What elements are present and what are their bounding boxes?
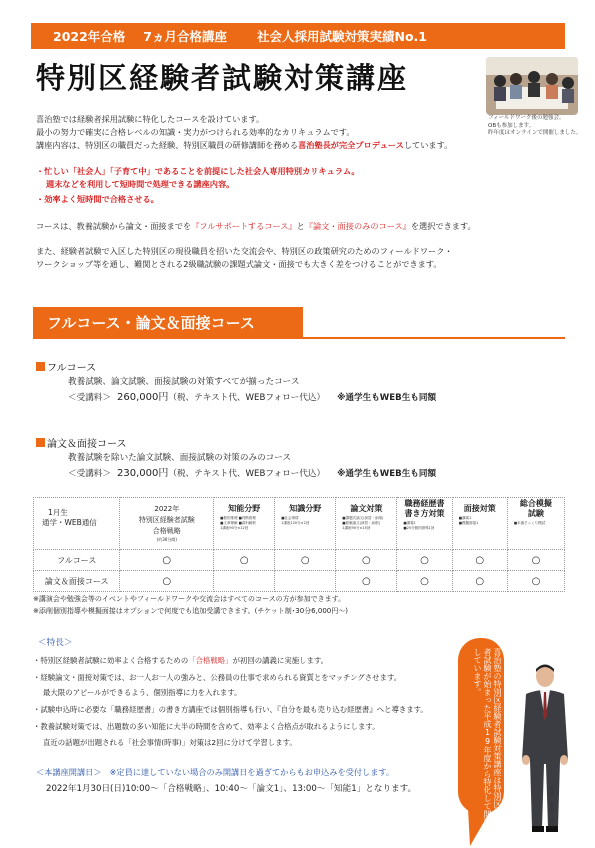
- course-full-heading: フルコース: [36, 359, 96, 374]
- schedule-detail: 2022年1月30日(日)10:00～「合格戦略」、10:40～「論文1」、13:00～「知能1」となります。: [46, 784, 417, 794]
- table-cell: ○: [452, 571, 507, 592]
- table-cell: [214, 571, 275, 592]
- para2-line2: ワークショップ等を通し、難関とされる2級職試験の課題式論文・面接でも大きく差をつけることができます。: [36, 259, 442, 269]
- intro-line-2: 最小の努力で確実に合格レベルの知識・実力がつけられる効率的なカリキュラムです。: [36, 127, 355, 137]
- table-header-mock: 総合模擬 試験 ■本番そっくり模試: [507, 498, 564, 550]
- feature-4: ・教養試験対策では、出題数の多い知能に大半の時間を含めて、効率よく合格点が取れるようにします。: [33, 722, 380, 731]
- feature-1: ・特別区経験者試験に効率よく合格するための「合格戦略」が初回の講義に実施します。: [33, 656, 329, 665]
- orange-square-icon: [36, 438, 45, 447]
- course-essay-price: ＜受講料＞ 230,000円（税、テキスト代、WEBフォロー代込） ※通学生もWEB生も同額: [68, 468, 437, 479]
- page-title: 特別区経験者試験対策講座: [36, 61, 409, 95]
- banner-course: 7ヵ月合格講座: [143, 29, 227, 44]
- course-choice-text: コースは、教養試験から論文・面接までを『フルサポートするコース』と『論文・面接のみのコース』を選択できます。: [36, 221, 476, 231]
- bullet-efficiency: ・効率よく短時間で合格させる。: [36, 194, 159, 204]
- table-cell: ○: [336, 571, 397, 592]
- table-cell: [275, 571, 336, 592]
- table-cell: ○: [397, 550, 452, 571]
- table-note-1: ※講演会や勉強会等のイベントやフィールドワークや交流会はすべてのコースの方が参加できます。: [33, 595, 346, 603]
- table-note-2: ※添削個別指導や模擬面接はオプションで何度でも追加受講できます。(チケット制･30分6,000円〜): [33, 607, 348, 615]
- table-cell: ○: [507, 550, 564, 571]
- course-essay-desc: 教養試験を除いた論文試験、面接試験の対策のみのコース: [68, 453, 292, 463]
- banner-record: 社会人採用試験対策実績No.1: [257, 29, 427, 44]
- top-banner: [31, 23, 565, 49]
- table-header-essay: 論文対策 ■課題式論文(演習・添削) ■経験論文(演習・添削) 1講座90分×15回: [336, 498, 397, 550]
- table-header-resume: 職務経歴書 書き方対策 ■講義1 ■25分個別指導1回: [397, 498, 452, 550]
- section-rule: [33, 337, 565, 339]
- table-cell: ○: [275, 550, 336, 571]
- table-cell: ○: [452, 550, 507, 571]
- table-cell: ○: [397, 571, 452, 592]
- table-row: [34, 550, 565, 571]
- feature-3: ・試験申込時に必要な「職務経歴書」の書き方講座では個別指導も行い、『自分を最も売り込む経歴書』へと導きます。: [33, 705, 428, 714]
- study-session-photo: [486, 57, 578, 115]
- bubble-text: 喜治塾の特別区経験者試験対策講座は特別区経験者試験が始まった平成19年度から特化して開講しています。: [473, 648, 502, 826]
- bullet-curriculum-cont: 週末などを利用して短時間で処理できる講座内容。: [46, 179, 235, 189]
- table-cell: ○: [507, 571, 564, 592]
- course-table: [33, 497, 565, 592]
- instructor-name: 塾長 喜治 賢次: [548, 786, 554, 828]
- orange-square-icon: [36, 362, 45, 371]
- schedule-heading: ＜本講座開講日＞ ※定員に達していない場合のみ開講日を過ぎてからもお申込みを受付します。: [36, 767, 395, 777]
- course-full-desc: 教養試験、論文試験、面接試験の対策すべてが揃ったコース: [68, 377, 300, 387]
- table-cell: ○: [120, 571, 214, 592]
- feature-4-cont: 直近の話題が出題される「社会事情(時事)」対策は2回に分けて学習します。: [43, 738, 297, 747]
- table-corner: 1月生 通学・WEB通信: [34, 498, 120, 550]
- row-label-essay: 論文＆面接コース: [34, 571, 120, 592]
- row-label-full: フルコース: [34, 550, 120, 571]
- intro-line-3: 講座内容は、特別区の職員だった経験、特別区職員の研修講師を務める喜治塾長が完全プロデュースしています。: [36, 140, 453, 150]
- bullet-curriculum: ・忙しい「社会人」「子育て中」であることを前提にした社会人専用特別カリキュラム。: [36, 166, 360, 176]
- table-header-interview: 面接対策 ■講義1 ■模擬面接1: [452, 498, 507, 550]
- intro-line-1: 喜治塾では経験者採用試験に特化したコースを設けています。: [36, 114, 265, 124]
- table-cell: ○: [214, 550, 275, 571]
- photo-caption: フィールドワーク後の勉強会。 OBも参加します。 昨年度はオンラインで開催しました。: [488, 115, 582, 136]
- para2-line1: また、経験者試験で入区した特別区の現役職員を招いた交流会や、特別区の政策研究のためのフィールドワーク・: [36, 246, 453, 256]
- feature-2-cont: 最大限のアピールができるよう、個別指導に力を入れます。: [43, 688, 242, 697]
- features-heading: ＜特長＞: [38, 638, 73, 648]
- table-header-intelligence: 知能分野 ■数的推理 ■判断推理 ■文章理解 ■資料解釈 1講座90分×12回: [214, 498, 275, 550]
- table-header-knowledge: 知識分野 ■社会事情 1講座120分×2回: [275, 498, 336, 550]
- table-cell: ○: [336, 550, 397, 571]
- banner-year: 2022年合格: [53, 29, 126, 44]
- feature-2: ・経験論文・面接対策では、お一人お一人の強みと、公務員の仕事で求められる資質とをマッチングさせます。: [33, 673, 402, 682]
- producer-highlight: 喜治塾長が完全プロデュース: [298, 140, 404, 150]
- section-banner: フルコース・論文＆面接コース: [33, 307, 303, 337]
- course-full-price: ＜受講料＞ 260,000円（税、テキスト代、WEBフォロー代込） ※通学生もWEB生も同額: [68, 392, 437, 403]
- table-row: [34, 571, 565, 592]
- table-header-row: [34, 498, 565, 550]
- instructor-portrait: [518, 660, 572, 835]
- table-cell: ○: [120, 550, 214, 571]
- course-essay-heading: 論文＆面接コース: [36, 435, 127, 450]
- table-header-strategy: 2022年 特別区経験者試験 合格戦略 (約30分間): [120, 498, 214, 550]
